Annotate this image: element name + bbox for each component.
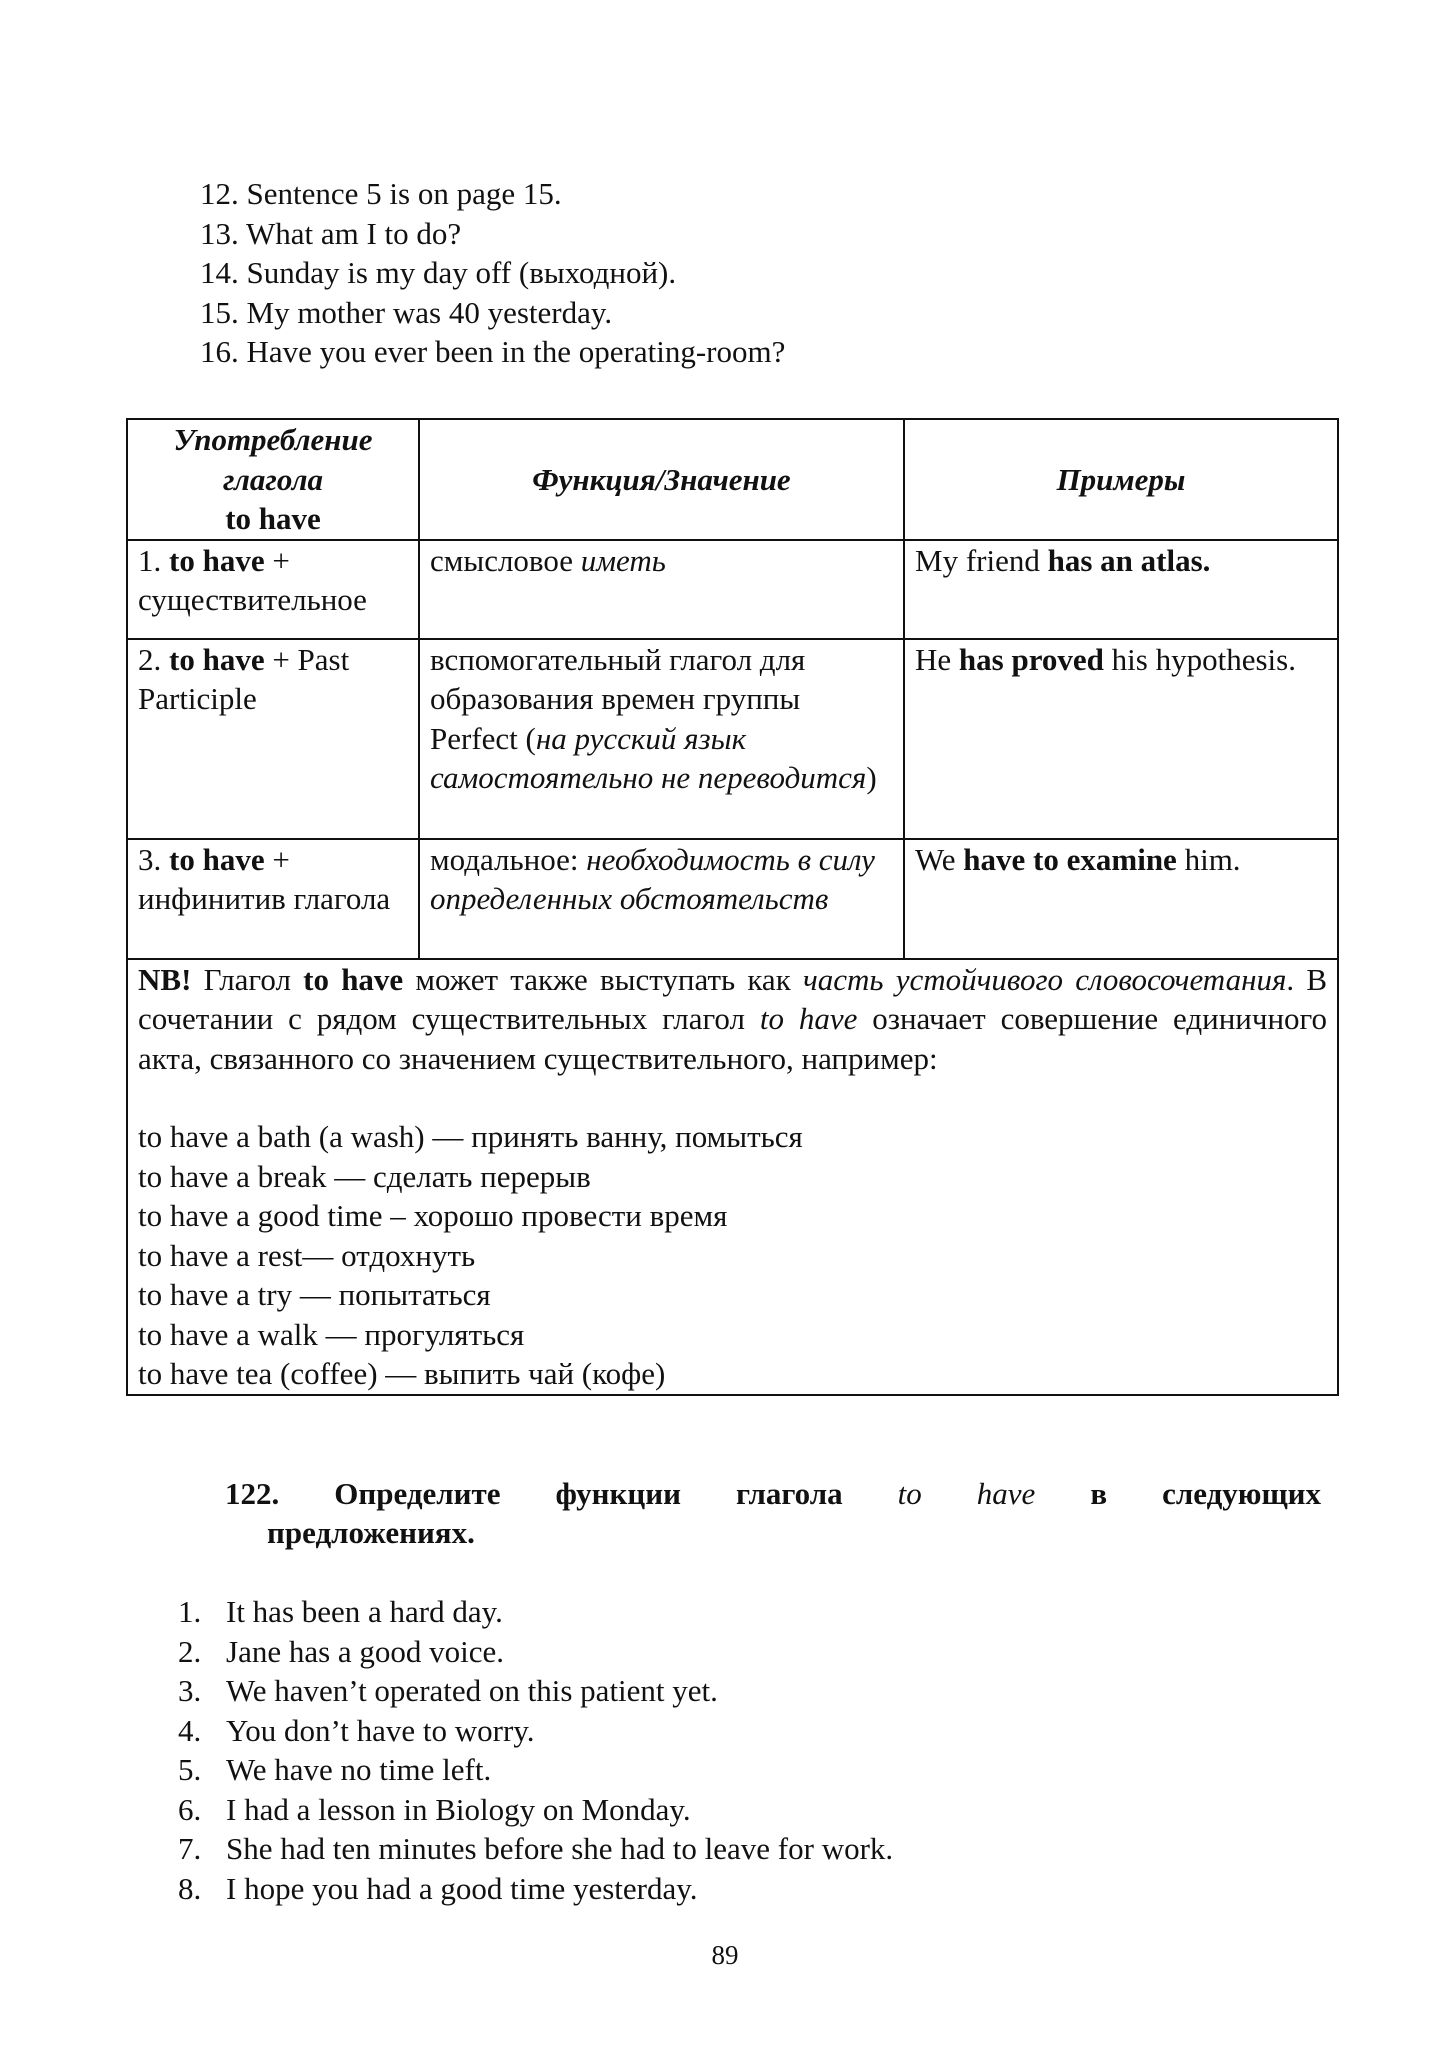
list-item: 16. Have you ever been in the operating-room? [200,334,786,369]
phrase-item: to have a break — сделать перерыв [138,1158,591,1194]
list-item: 1. It has been a hard day. [178,1594,503,1629]
phrase-item: to have a good time – хорошо провести время [138,1198,728,1233]
table-row [127,839,1338,959]
phrase-item: to have a walk — прогуляться [138,1316,525,1352]
table-row [127,540,1338,639]
phrase-item: to have a rest— отдохнуть [138,1237,476,1273]
phrase-item: to have a try — попытаться [138,1277,491,1312]
sentences-list-continued [200,174,785,372]
function-cell: модальное: необходимость в силу определенных обстоятельств [419,839,904,959]
nb-cell [127,959,1338,1395]
list-item: 12. Sentence 5 is on page 15. [200,176,562,211]
nb-note: NB! Глагол to have может также выступать как часть устойчивого словосочетания. В сочетании с рядом существительных глагол to have означает совершение единичного акта, связанного со значением существительного, например: [138,961,1328,1076]
list-item: 15. My mother was 40 yesterday. [200,294,613,330]
exercise-sentences-list [178,1592,893,1908]
phrase-item: to have a bath (a wash) — принять ванну, помыться [138,1119,803,1154]
example-cell: He has proved his hypothesis. [904,639,1338,839]
list-item: 14. Sunday is my day off (выходной). [200,255,677,290]
list-item: 7. She had ten minutes before she had to leave for work. [178,1831,894,1866]
usage-cell: 2. to have + Past Participle [127,639,419,839]
function-cell: смысловое иметь [419,540,904,639]
to-have-usage-table [126,418,1339,1396]
list-item: 2. Jane has a good voice. [178,1633,505,1669]
phrase-item: to have tea (coffee) — выпить чай (кофе) [138,1356,666,1391]
example-cell: My friend has an atlas. [904,540,1338,639]
exercise-heading: 122. Определите функции глагола to have в следующих предложениях. [225,1476,1321,1550]
page-number: 89 [711,1940,739,1970]
usage-cell: 1. to have + существительное [127,540,419,639]
list-item: 5. We have no time left. [178,1752,492,1787]
list-item: 13. What am I to do? [200,215,462,251]
example-cell: We have to examine him. [904,839,1338,959]
header-function: Функция/Значение [419,419,904,540]
function-cell: вспомогательный глагол для образования времен группы Perfect (на русский язык самостоятельно не переводится) [419,639,904,839]
usage-cell: 3. to have + инфинитив глагола [127,839,419,959]
phrases-list [138,1117,1327,1394]
table-row [127,639,1338,839]
list-item: 6. I had a lesson in Biology on Monday. [178,1791,691,1827]
list-item: 4. You don’t have to worry. [178,1712,535,1748]
header-usage: Употребление глагола to have [127,419,419,540]
header-examples: Примеры [904,419,1338,540]
table-header-row [127,419,1338,540]
nb-row [127,959,1338,1395]
list-item: 8. I hope you had a good time yesterday. [178,1870,698,1906]
list-item: 3. We haven’t operated on this patient yet. [178,1673,718,1708]
